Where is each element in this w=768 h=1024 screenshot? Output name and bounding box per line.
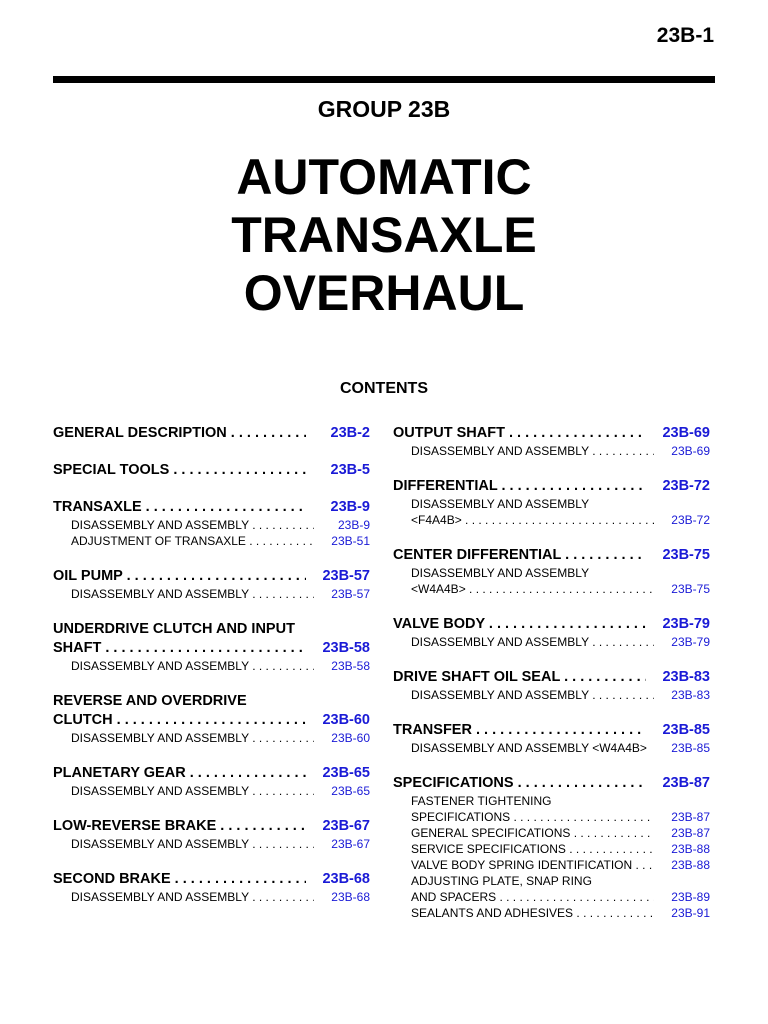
toc-section bbox=[53, 567, 370, 602]
toc-subentry-label: <F4A4B> . . . bbox=[411, 512, 654, 528]
toc-entry[interactable] bbox=[53, 711, 370, 730]
group-title: GROUP 23B bbox=[317, 96, 451, 122]
toc-entry-title: PLANETARY GEAR . . . bbox=[53, 764, 306, 783]
toc-subentry-page-link[interactable]: 23B-87 bbox=[671, 826, 710, 840]
toc-section bbox=[53, 764, 370, 799]
toc-entry[interactable] bbox=[393, 774, 710, 793]
contents-right-column bbox=[393, 424, 710, 921]
toc-subentry[interactable] bbox=[53, 517, 370, 533]
toc-subentry-label: DISASSEMBLY AND ASSEMBLY . . . bbox=[71, 658, 314, 674]
toc-subentry-page-link[interactable]: 23B-79 bbox=[671, 635, 710, 649]
toc-subentry-page-link[interactable]: 23B-88 bbox=[671, 842, 710, 856]
toc-section bbox=[393, 615, 710, 650]
toc-subentry[interactable] bbox=[393, 857, 710, 873]
toc-subentry[interactable] bbox=[393, 740, 710, 756]
toc-subentry-page-link[interactable]: 23B-85 bbox=[671, 741, 710, 755]
toc-entry-title: SPECIFICATIONS . . . bbox=[393, 774, 646, 793]
toc-entry-page-link[interactable]: 23B-79 bbox=[662, 616, 710, 632]
toc-entry-page-link[interactable]: 23B-5 bbox=[330, 462, 370, 478]
toc-subentry-page-link[interactable]: 23B-75 bbox=[671, 582, 710, 596]
toc-entry-page-link[interactable]: 23B-60 bbox=[322, 712, 370, 728]
toc-subentry[interactable] bbox=[393, 443, 710, 459]
toc-subentry[interactable] bbox=[393, 825, 710, 841]
toc-subentry-label: DISASSEMBLY AND ASSEMBLY . . . bbox=[411, 687, 654, 703]
toc-entry-title: OUTPUT SHAFT . . . bbox=[393, 424, 646, 443]
toc-entry-title: SPECIAL TOOLS . . . bbox=[53, 461, 306, 480]
toc-subentry[interactable] bbox=[53, 836, 370, 852]
toc-section bbox=[53, 424, 370, 443]
toc-subentry[interactable] bbox=[393, 687, 710, 703]
toc-subentry[interactable] bbox=[393, 905, 710, 921]
toc-section bbox=[393, 668, 710, 703]
toc-entry-title: CLUTCH . . . bbox=[53, 711, 306, 730]
toc-subentry[interactable] bbox=[53, 730, 370, 746]
toc-subentry[interactable] bbox=[393, 634, 710, 650]
toc-subentry[interactable] bbox=[393, 841, 710, 857]
toc-section bbox=[393, 721, 710, 756]
toc-subentry-page-link[interactable]: 23B-68 bbox=[331, 890, 370, 904]
toc-subentry-page-link[interactable]: 23B-72 bbox=[671, 513, 710, 527]
toc-subentry-label: DISASSEMBLY AND ASSEMBLY . . . bbox=[71, 730, 314, 746]
toc-entry[interactable] bbox=[53, 870, 370, 889]
toc-entry[interactable] bbox=[53, 498, 370, 517]
toc-subentry-page-link[interactable]: 23B-58 bbox=[331, 659, 370, 673]
toc-subentry-label: SPECIFICATIONS . . . bbox=[411, 809, 654, 825]
toc-entry-title: GENERAL DESCRIPTION . . . bbox=[53, 424, 306, 443]
toc-section bbox=[53, 817, 370, 852]
toc-entry-title: LOW-REVERSE BRAKE . . . bbox=[53, 817, 306, 836]
toc-subentry-page-link[interactable]: 23B-83 bbox=[671, 688, 710, 702]
document-title bbox=[0, 148, 768, 322]
toc-entry-page-link[interactable]: 23B-87 bbox=[662, 775, 710, 791]
toc-subentry-label: AND SPACERS . . . bbox=[411, 889, 654, 905]
toc-section bbox=[393, 546, 710, 597]
toc-subentry-label: GENERAL SPECIFICATIONS . . . bbox=[411, 825, 654, 841]
toc-entry-title: VALVE BODY . . . bbox=[393, 615, 646, 634]
toc-subentry-label: SEALANTS AND ADHESIVES . . . bbox=[411, 905, 654, 921]
title-line-1: AUTOMATIC bbox=[236, 149, 532, 205]
toc-entry[interactable] bbox=[393, 546, 710, 565]
toc-entry-page-link[interactable]: 23B-58 bbox=[322, 640, 370, 656]
toc-entry[interactable] bbox=[393, 477, 710, 496]
toc-subentry[interactable] bbox=[53, 889, 370, 905]
toc-subentry-page-link[interactable]: 23B-91 bbox=[671, 906, 710, 920]
toc-section bbox=[53, 870, 370, 905]
toc-entry-page-link[interactable]: 23B-65 bbox=[322, 765, 370, 781]
page-number: 23B-1 bbox=[656, 24, 714, 47]
toc-entry-page-link[interactable]: 23B-72 bbox=[662, 478, 710, 494]
toc-entry-page-link[interactable]: 23B-75 bbox=[662, 547, 710, 563]
toc-subentry[interactable] bbox=[53, 533, 370, 549]
toc-subentry-page-link[interactable]: 23B-60 bbox=[331, 731, 370, 745]
toc-subentry-label-line: ADJUSTING PLATE, SNAP RING bbox=[411, 874, 592, 888]
toc-section bbox=[393, 477, 710, 528]
toc-entry[interactable] bbox=[53, 639, 370, 658]
toc-entry-title: SECOND BRAKE . . . bbox=[53, 870, 306, 889]
toc-subentry-label-line: DISASSEMBLY AND ASSEMBLY bbox=[411, 497, 590, 511]
toc-section bbox=[393, 774, 710, 921]
toc-subentry-label: DISASSEMBLY AND ASSEMBLY <W4A4B> bbox=[411, 741, 647, 755]
toc-entry-page-link[interactable]: 23B-57 bbox=[322, 568, 370, 584]
toc-subentry-label: VALVE BODY SPRING IDENTIFICATION . . . bbox=[411, 857, 654, 873]
toc-entry-title-line: UNDERDRIVE CLUTCH AND INPUT bbox=[53, 621, 295, 637]
toc-entry[interactable] bbox=[393, 615, 710, 634]
toc-subentry-page-link[interactable]: 23B-88 bbox=[671, 858, 710, 872]
toc-entry-title: TRANSFER . . . bbox=[393, 721, 646, 740]
toc-subentry-label-line: FASTENER TIGHTENING bbox=[411, 794, 552, 808]
toc-subentry-label-line: DISASSEMBLY AND ASSEMBLY bbox=[411, 566, 590, 580]
toc-section bbox=[53, 461, 370, 480]
toc-subentry[interactable] bbox=[53, 586, 370, 602]
toc-subentry-page-link[interactable]: 23B-87 bbox=[671, 810, 710, 824]
toc-subentry-label: SERVICE SPECIFICATIONS . . . bbox=[411, 841, 654, 857]
toc-subentry-page-link[interactable]: 23B-89 bbox=[671, 890, 710, 904]
toc-subentry[interactable] bbox=[393, 512, 710, 528]
toc-subentry[interactable] bbox=[53, 658, 370, 674]
toc-entry-title: DRIVE SHAFT OIL SEAL . . . bbox=[393, 668, 646, 687]
toc-subentry-label: DISASSEMBLY AND ASSEMBLY . . . bbox=[71, 783, 314, 799]
toc-subentry-page-link[interactable]: 23B-67 bbox=[331, 837, 370, 851]
toc-subentry[interactable] bbox=[53, 783, 370, 799]
toc-subentry-label: DISASSEMBLY AND ASSEMBLY . . . bbox=[71, 889, 314, 905]
toc-subentry[interactable] bbox=[393, 889, 710, 905]
toc-entry-page-link[interactable]: 23B-9 bbox=[330, 499, 370, 515]
toc-entry[interactable] bbox=[53, 817, 370, 836]
toc-entry[interactable] bbox=[393, 424, 710, 443]
header-rule bbox=[53, 76, 715, 83]
toc-subentry[interactable] bbox=[393, 809, 710, 825]
toc-entry-title-line: REVERSE AND OVERDRIVE bbox=[53, 693, 247, 709]
toc-entry[interactable] bbox=[53, 461, 370, 480]
title-line-2: TRANSAXLE bbox=[231, 207, 537, 263]
toc-entry-page-link[interactable]: 23B-68 bbox=[322, 871, 370, 887]
toc-entry-page-link[interactable]: 23B-85 bbox=[662, 722, 710, 738]
contents-heading: CONTENTS bbox=[340, 380, 428, 397]
toc-subentry-page-link[interactable]: 23B-69 bbox=[671, 444, 710, 458]
toc-entry[interactable] bbox=[53, 424, 370, 443]
toc-subentry-label: DISASSEMBLY AND ASSEMBLY . . . bbox=[71, 517, 314, 533]
toc-entry-title: OIL PUMP . . . bbox=[53, 567, 306, 586]
toc-entry[interactable] bbox=[53, 567, 370, 586]
toc-subentry-page-link[interactable]: 23B-51 bbox=[331, 534, 370, 548]
toc-subentry-label: DISASSEMBLY AND ASSEMBLY . . . bbox=[411, 634, 654, 650]
toc-entry-page-link[interactable]: 23B-67 bbox=[322, 818, 370, 834]
title-line-3: OVERHAUL bbox=[243, 265, 525, 321]
toc-section bbox=[53, 620, 370, 674]
toc-subentry-page-link[interactable]: 23B-57 bbox=[331, 587, 370, 601]
toc-subentry-label: DISASSEMBLY AND ASSEMBLY . . . bbox=[411, 443, 654, 459]
toc-entry-title: CENTER DIFFERENTIAL . . . bbox=[393, 546, 646, 565]
toc-subentry-page-link[interactable]: 23B-65 bbox=[331, 784, 370, 798]
toc-entry[interactable] bbox=[393, 668, 710, 687]
contents-left-column bbox=[53, 424, 370, 905]
toc-entry[interactable] bbox=[393, 721, 710, 740]
toc-section bbox=[393, 424, 710, 459]
toc-subentry-label: <W4A4B> . . . bbox=[411, 581, 654, 597]
toc-subentry-label: DISASSEMBLY AND ASSEMBLY . . . bbox=[71, 586, 314, 602]
toc-subentry-label: DISASSEMBLY AND ASSEMBLY . . . bbox=[71, 836, 314, 852]
toc-entry-title: TRANSAXLE . . . bbox=[53, 498, 306, 517]
toc-entry-title: SHAFT . . . bbox=[53, 639, 306, 658]
toc-section bbox=[53, 692, 370, 746]
toc-entry-page-link[interactable]: 23B-83 bbox=[662, 669, 710, 685]
toc-entry[interactable] bbox=[53, 764, 370, 783]
toc-section bbox=[53, 498, 370, 549]
toc-subentry[interactable] bbox=[393, 581, 710, 597]
toc-subentry-label: ADJUSTMENT OF TRANSAXLE . . . bbox=[71, 533, 314, 549]
toc-entry-title: DIFFERENTIAL . . . bbox=[393, 477, 646, 496]
toc-subentry-page-link[interactable]: 23B-9 bbox=[337, 518, 370, 532]
toc-entry-page-link[interactable]: 23B-2 bbox=[330, 425, 370, 441]
toc-entry-page-link[interactable]: 23B-69 bbox=[662, 425, 710, 441]
